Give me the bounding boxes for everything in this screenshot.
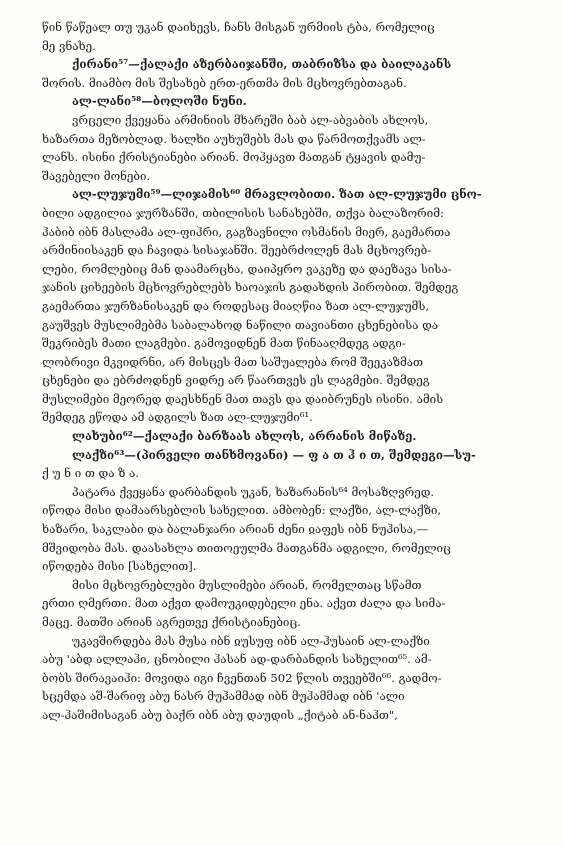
text-line: მე ვნახე. <box>42 38 96 53</box>
entry-al-lujumi <box>42 185 527 427</box>
text-line: ლები, რომლებიც მან დაამარცხა, დაიპყრო ვაკეზე და დაეზავა სისა- <box>42 261 452 276</box>
text-line: ლანს. ისინი ქრისტიანები არიან. მოჰყავთ მათგან ტყავის დამუ- <box>42 150 426 165</box>
text-line: არმინიისაკენ და ჩავიდა სისაჯანში. შეებრძოლენ მას მცხოვრებ- <box>42 243 432 258</box>
text-line: ლობრივი მკვიდრნი, არ მისცეს მათ საშუალება რომ შეეკაზმათ <box>42 354 424 369</box>
text-line: ვრცელი ქვეყანა არმინიის მხარეში ბაბ ალ-აბვაბის ახლოს, <box>72 112 429 127</box>
entry-laxubi <box>42 427 527 446</box>
text-line: შორის. მიამბო მის შესახებ ერთ-ერთმა მის მცხოვრებთაგან. <box>42 75 407 90</box>
text-line: შემდეგ ეწოდა ამ ადგილს ზათ ალ-ლუჯუმი⁶¹. <box>42 410 313 425</box>
headword-line: ლაქზი⁶³—(პირველი თანხმოვანი) — ფ ა თ ჰ ი თ, შემდეგი—სუ- <box>72 447 476 462</box>
paragraph <box>42 576 527 632</box>
text-line: მისი მცხოვრებლები მუსლიმები არიან, რომელთაც სწამთ <box>72 577 422 592</box>
text-line: იწოდა მისი დამაარსებლის სახელით. ამბობენ: ლაქზი, ალ-ლაქზი, <box>42 503 442 518</box>
text-line: შეკრიბეს მათი ლაგმები. გამოვიდნენ მათ წინააღმდეგ ადგი- <box>42 336 406 351</box>
paragraph <box>42 18 527 55</box>
entry-laqzi <box>42 446 527 576</box>
text-line: მუსლიმები მეორედ დაესხნენ მათ თავს და დაიბრუნეს ისინი. ამის <box>42 391 444 406</box>
text-line: ხაზარი, საკლაბი და ბალანჯარი არიან ძენი ჲაფეს იბნ ნუჰისა,— <box>42 522 429 537</box>
text-line: ჰაბიბ იბნ მასლამა ალ-ფიჰრი, გაგზავნილი ოსმანის მიერ, გაემართა <box>42 224 451 239</box>
text-line: გაუშვეს მუსლიმებმა საბალახოდ ნაწილი თავიანთი ცხენებისა და <box>42 317 439 332</box>
text-line: უკავშირდება მას მუსა იბნ ჲუსუფ იბნ ალ-ჰუსაინ ალ-ლაქზი <box>72 633 430 648</box>
text-line: ბილი ადგილია ჯურზანში, თბილისის სანახებში, თქვა ბალაზორიმ: <box>42 205 444 220</box>
text-line: შავებელი მონები. <box>42 168 151 183</box>
text-line: ხაზართა მეზობლად. ხალხი აუხუშებს მას და წარმოთქვამს ალ- <box>42 131 426 146</box>
text-line: ბობს შირავაიჰი: მოვიდა იგი ჩვენთან 502 წლის თვეებში⁶⁶. გადმო- <box>42 670 442 685</box>
text-line: იწოდება მისი [სახელით]. <box>42 559 197 574</box>
entry-al-lan <box>42 92 527 185</box>
headword-line: ალ-ლანი⁵⁸—ბოლოში ნუნი. <box>72 94 247 109</box>
text-line: ერთი ღმერთი. მათ აქვთ დამოუკიდებელი ენა. აქვთ ძალა და სიმა- <box>42 596 446 611</box>
text-line: ჯანის ციხეების მცხოვრებლებს ხაოაჯის გადახდის პირობით. შემდეგ <box>42 280 459 295</box>
text-line: ცხენები და ებრძოდნენ ვიდრე არ წაართვეს ეს ლაგმები. შემდეგ <box>42 373 430 388</box>
text-line: სცემდა აშ-შარიფ აბუ ნასრ მუჰამმად იბნ მუჰამმად იბნ 'ალი <box>42 689 405 704</box>
text-line: აბუ 'აბდ ალლაჰი, ცნობილი ჰასან ად-დარბანდის სახელით⁶⁵. ამ- <box>42 652 432 667</box>
headword-line: ქირანი⁵⁷—ქალაქი აზერბაიჯანში, თაბრიზსა და ბაილაკანს <box>72 57 452 72</box>
text-line: წინ წაწეალ თუ უკან დაიხევს, ჩანს მისგან ურმიის ტბა, რომელიც <box>42 20 435 34</box>
text-line: მშვიდობა მას. დაასახლა თითოეულმა მათგანმა ადგილი, რომელიც <box>42 540 451 555</box>
text-line: ქ უ ნ ი თ და ზ ა. <box>42 466 139 481</box>
text-line: პატარა ქვეყანა დარბანდის უკან, ხაზარანის⁶⁴ მოსაზღვრედ. <box>72 484 435 499</box>
headword-line: ლახუბი⁶²—ქალაქი ბარზაას ახლოს, არრანის მიწაზე. <box>72 429 417 444</box>
text-line: გაემართა ჯურზანისაკენ და როდესაც მიაღწია ზათ ალ-ლუჯუმს, <box>42 298 430 313</box>
text-line: მაცე. მათში არიან აგრეთვე ქრისტიანებიც. <box>42 615 301 629</box>
text-line: ალ-ჰაშიმისაგან აბუ ბაქრ იბნ აბუ დაუდის „ქიტაბ ან-ნაჰთ", <box>42 707 398 722</box>
headword-line: ალ-ლუჯუმი⁵⁹—ლიჯამის⁶⁰ მრავლობითი. ზათ ალ-ლუჯუმი ცნო- <box>72 187 482 202</box>
paragraph <box>42 632 527 725</box>
entry-qiran <box>42 55 527 92</box>
